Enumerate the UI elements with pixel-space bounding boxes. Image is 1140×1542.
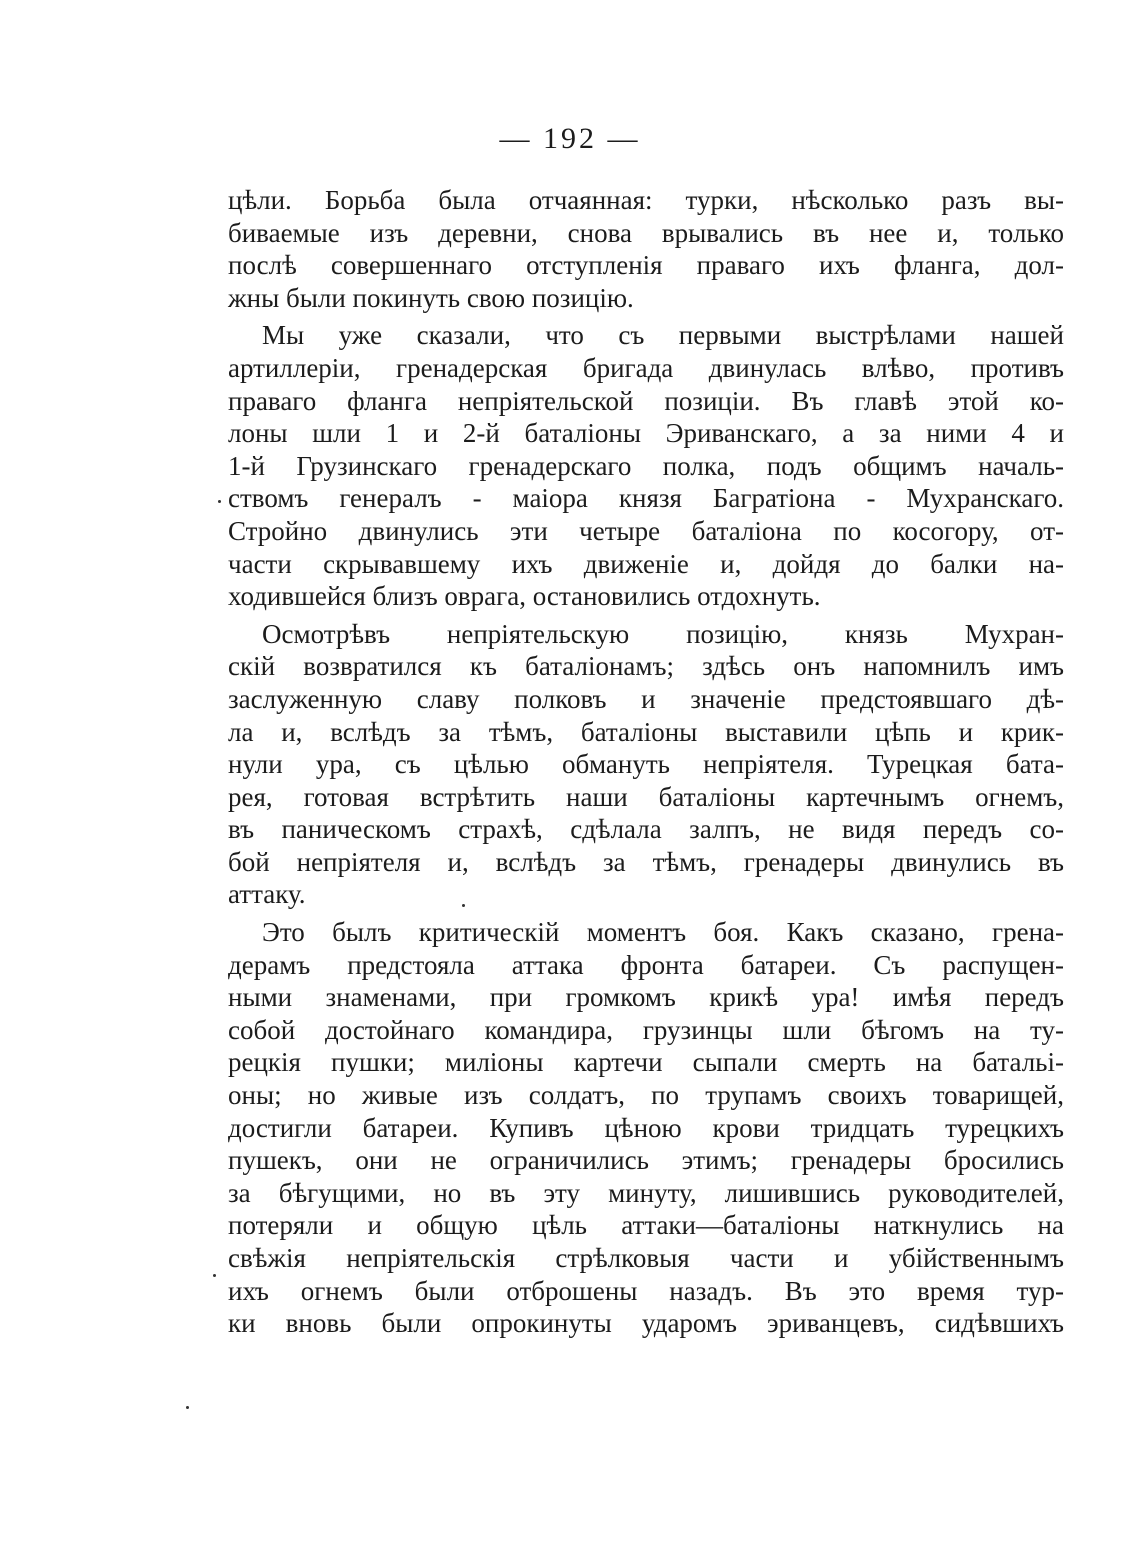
text-line: Осмотрѣвъ непріятельскую позицію, князь Мухран- [262, 618, 1064, 649]
text-line: ходившейся близъ оврага, остановились отдохнуть. [228, 581, 821, 612]
text-line: ными знаменами, при громкомъ крикѣ ура! имѣя передъ [228, 982, 1064, 1013]
page-number: — 192 — [499, 122, 641, 155]
text-line: въ паническомъ страхѣ, сдѣлала залпъ, не видя передъ со- [228, 814, 1064, 845]
text-line: оны; но живые изъ солдатъ, по трупамъ своихъ товарищей, [228, 1080, 1064, 1111]
text-line: скій возвратился къ баталіонамъ; здѣсь онъ напомнилъ имъ [228, 651, 1064, 682]
scan-speck [218, 500, 221, 503]
text-line: собой достойнаго командира, грузинцы шли бѣгомъ на ту- [228, 1014, 1064, 1045]
scan-speck [462, 904, 465, 907]
text-line: артиллеріи, гренадерская бригада двинулась влѣво, противъ [228, 352, 1064, 383]
text-line: дерамъ предстояла аттака фронта батареи. Съ распущен- [228, 949, 1064, 980]
text-line: достигли батареи. Купивъ цѣною крови тридцать турецкихъ [228, 1112, 1064, 1143]
text-line: биваемые изъ деревни, снова врывались въ нее и, только [228, 217, 1064, 248]
text-line: аттаку. [228, 879, 306, 910]
text-line: цѣли. Борьба была отчаянная: турки, нѣсколько разъ вы- [228, 185, 1064, 215]
text-line: праваго фланга непріятельской позиціи. Въ главѣ этой ко- [228, 385, 1064, 416]
text-line: послѣ совершеннаго отступленія праваго ихъ фланга, дол- [228, 250, 1064, 281]
text-line: ихъ огнемъ были отброшены назадъ. Въ это время тур- [228, 1275, 1064, 1306]
paragraph-4 [228, 916, 1064, 1340]
text-line: свѣжія непріятельскія стрѣлковыя части и убійственнымъ [228, 1243, 1064, 1273]
scan-speck [213, 1274, 216, 1277]
paragraph-2 [228, 319, 1064, 612]
text-line: 1-й Грузинскаго гренадерскаго полка, подъ общимъ началь- [228, 450, 1064, 481]
text-line: жны были покинуть свою позицію. [228, 282, 634, 313]
text-line: части скрывавшему ихъ движеніе и, дойдя до балки на- [228, 548, 1064, 579]
paragraph-1 [228, 184, 1064, 314]
body-text [228, 184, 1064, 1340]
text-line: рея, готовая встрѣтить наши баталіоны картечнымъ огнемъ, [228, 781, 1064, 812]
text-line: пушекъ, они не ограничились этимъ; гренадеры бросились [228, 1145, 1064, 1176]
text-line: рецкія пушки; миліоны картечи сыпали смерть на батальі- [228, 1047, 1064, 1078]
text-line: Стройно двинулись эти четыре баталіона по косогору, от- [228, 515, 1064, 546]
text-line: потеряли и общую цѣль аттаки—баталіоны наткнулись на [228, 1210, 1064, 1241]
paragraph-3 [228, 618, 1064, 911]
text-line: бой непріятеля и, вслѣдъ за тѣмъ, гренадеры двинулись въ [228, 846, 1064, 877]
scan-speck [186, 1406, 189, 1409]
text-line: ла и, вслѣдъ за тѣмъ, баталіоны выставили цѣпь и крик- [228, 716, 1064, 747]
text-line: Это былъ критическій моментъ боя. Какъ сказано, грена- [262, 917, 1064, 948]
text-line: заслуженную славу полковъ и значеніе предстоявшаго дѣ- [228, 683, 1064, 714]
text-line: Мы уже сказали, что съ первыми выстрѣлами нашей [262, 320, 1064, 351]
text-line: ки вновь были опрокинуты ударомъ эриванцевъ, сидѣвшихъ [228, 1308, 1064, 1339]
text-line: за бѣгущими, но въ эту минуту, лишившись руководителей, [228, 1177, 1064, 1208]
text-line: лоны шли 1 и 2-й баталіоны Эриванскаго, а за ними 4 и [228, 418, 1064, 449]
text-line: нули ура, съ цѣлью обмануть непріятеля. Турецкая бата- [228, 749, 1064, 780]
text-line: ствомъ генералъ - маіора князя Багратіона - Мухранскаго. [228, 483, 1064, 514]
